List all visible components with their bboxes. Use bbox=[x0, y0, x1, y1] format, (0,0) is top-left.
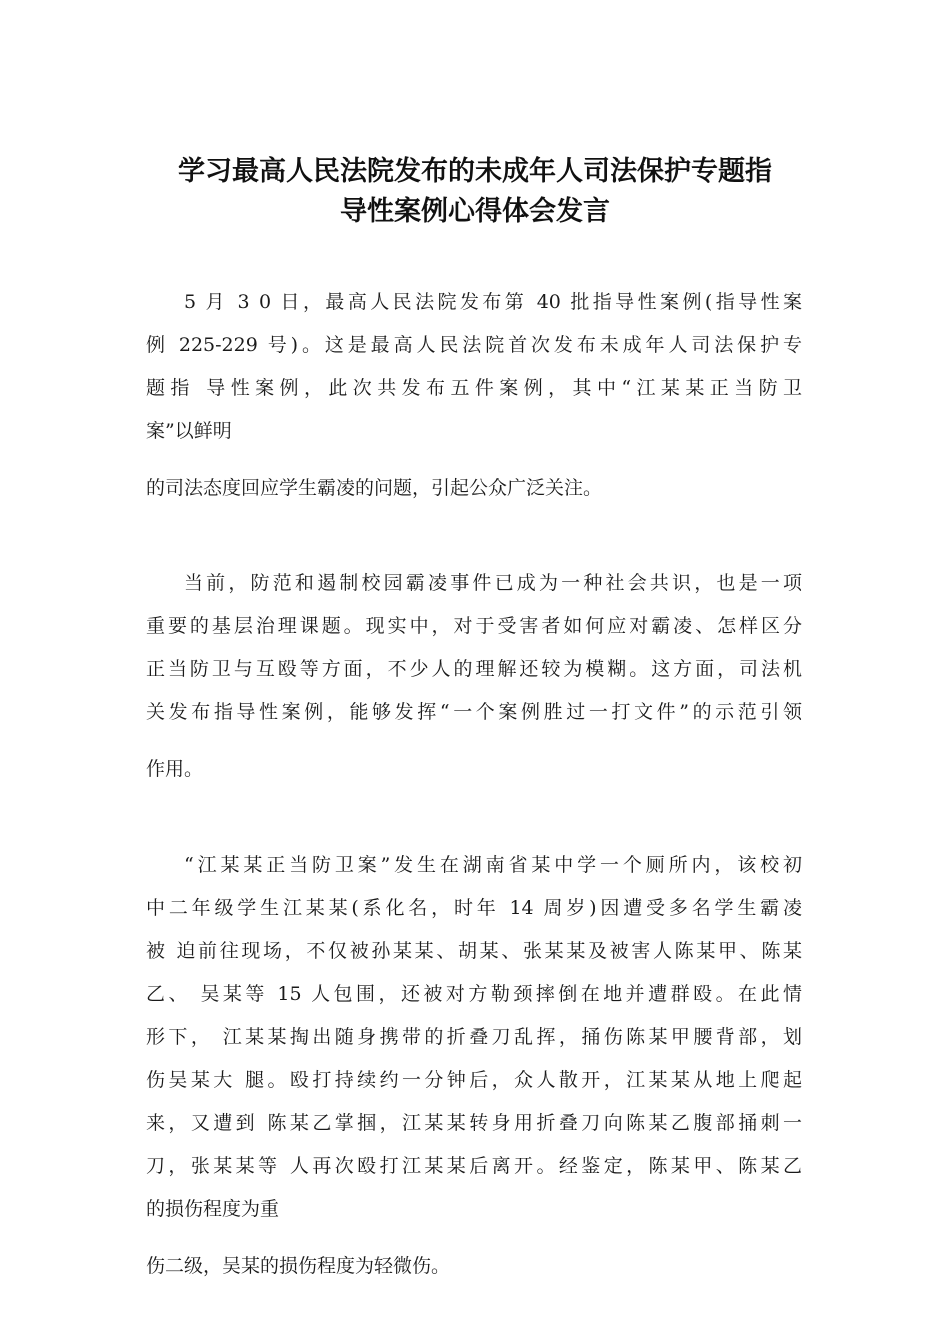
paragraph-1-line-2: 例 225-229 号)。这是最高人民法院首次发布未成年人司法保护专 bbox=[146, 334, 802, 356]
paragraph-3-line-2: 中二年级学生江某某(系化名，时年 14 周岁)因遭受多名学生霸凌 bbox=[146, 897, 802, 919]
paragraph-3-line-7: 来，又遭到 陈某乙掌掴，江某某转身用折叠刀向陈某乙腹部捅刺一 bbox=[146, 1112, 802, 1134]
paragraph-3-line-8: 刀，张某某等 人再次殴打江某某后离开。经鉴定，陈某甲、陈某乙 bbox=[146, 1155, 802, 1177]
paragraph-2-line-2: 重要的基层治理课题。现实中，对于受害者如何应对霸凌、怎样区分 bbox=[146, 615, 802, 637]
document-title-line-2: 导性案例心得体会发言 bbox=[340, 196, 610, 227]
paragraph-2-line-5: 作用。 bbox=[146, 758, 204, 780]
paragraph-1-line-5: 的司法态度回应学生霸凌的问题，引起公众广泛关注。 bbox=[146, 477, 603, 499]
document-title-line-1: 学习最高人民法院发布的未成年人司法保护专题指 bbox=[178, 156, 772, 187]
paragraph-3-line-6: 伤吴某大 腿。殴打持续约一分钟后，众人散开，江某某从地上爬起 bbox=[146, 1069, 802, 1091]
paragraph-1-line-4: 案”以鲜明 bbox=[146, 420, 232, 442]
paragraph-3-line-9: 的损伤程度为重 bbox=[146, 1198, 280, 1220]
paragraph-3-line-5: 形下， 江某某掏出随身携带的折叠刀乱挥，捅伤陈某甲腰背部，划 bbox=[146, 1026, 802, 1048]
paragraph-3-line-3: 被 迫前往现场，不仅被孙某某、胡某、张某某及被害人陈某甲、陈某 bbox=[146, 940, 802, 962]
paragraph-1-line-1: 5 月 3 0 日，最高人民法院发布第 40 批指导性案例(指导性案 bbox=[184, 291, 802, 313]
paragraph-3-line-10: 伤二级，吴某的损伤程度为轻微伤。 bbox=[146, 1255, 451, 1277]
paragraph-2-line-4: 关发布指导性案例，能够发挥“一个案例胜过一打文件”的示范引领 bbox=[146, 701, 802, 723]
paragraph-3-line-4: 乙、 吴某等 15 人包围，还被对方勒颈摔倒在地并遭群殴。在此情 bbox=[146, 983, 802, 1005]
paragraph-2-line-3: 正当防卫与互殴等方面，不少人的理解还较为模糊。这方面，司法机 bbox=[146, 658, 802, 680]
paragraph-1-line-3: 题指 导性案例，此次共发布五件案例，其中“江某某正当防卫 bbox=[146, 377, 802, 399]
paragraph-3-line-1: “江某某正当防卫案”发生在湖南省某中学一个厕所内，该校初 bbox=[184, 854, 802, 876]
paragraph-2-line-1: 当前，防范和遏制校园霸凌事件已成为一种社会共识，也是一项 bbox=[184, 572, 802, 594]
